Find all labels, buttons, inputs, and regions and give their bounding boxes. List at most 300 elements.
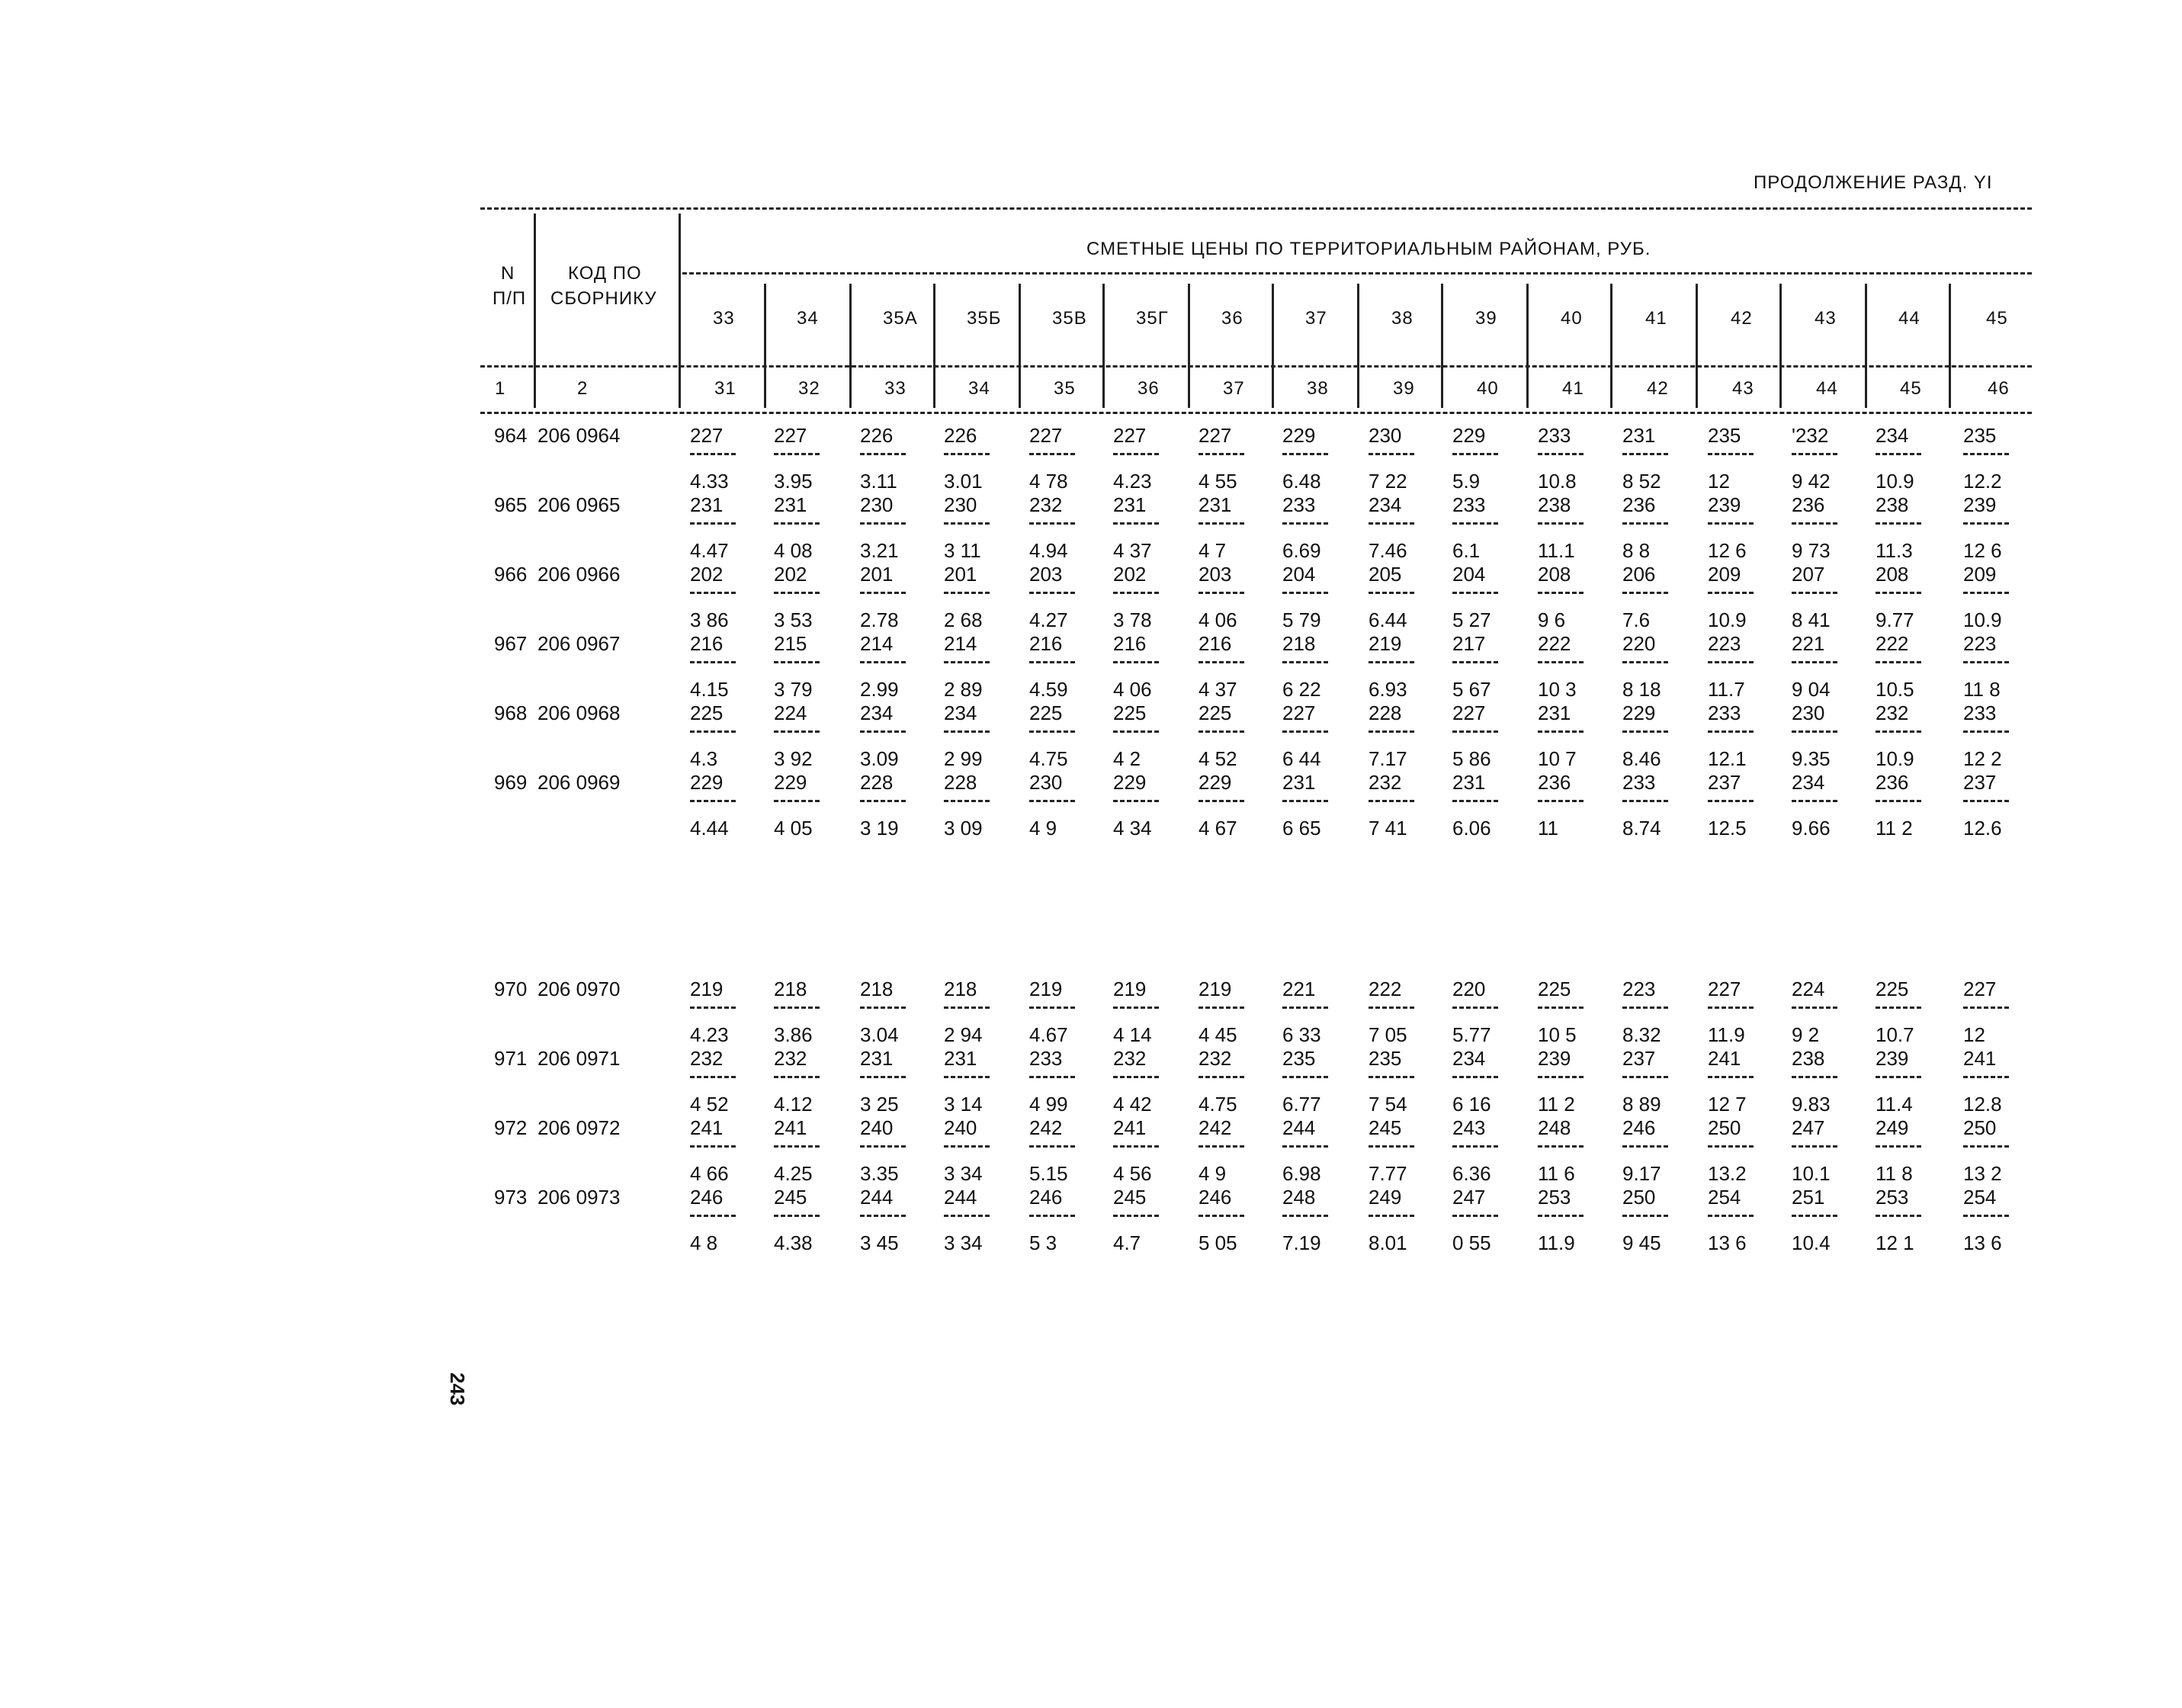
fraction-line bbox=[1113, 1006, 1159, 1009]
price-bottom: 11 2 bbox=[1876, 817, 1913, 840]
price-bottom: 10.9 bbox=[1708, 608, 1747, 631]
price-bottom: 10.8 bbox=[1538, 470, 1577, 493]
price-bottom: 4.59 bbox=[1029, 678, 1068, 701]
fraction-line bbox=[1113, 800, 1159, 802]
price-bottom: 9 73 bbox=[1792, 539, 1831, 562]
price-bottom: 11.4 bbox=[1876, 1093, 1913, 1116]
price-top: 229 bbox=[774, 771, 807, 794]
fraction-line bbox=[774, 730, 820, 733]
price-top: 239 bbox=[1708, 493, 1741, 516]
price-top: 223 bbox=[1708, 632, 1741, 655]
price-top: 230 bbox=[1029, 771, 1063, 794]
price-top: 230 bbox=[1792, 702, 1825, 724]
price-bottom: 3 11 bbox=[944, 539, 981, 562]
price-top: 229 bbox=[1282, 424, 1316, 447]
price-bottom: 10 5 bbox=[1538, 1023, 1577, 1046]
price-top: 241 bbox=[774, 1116, 807, 1139]
price-top: 232 bbox=[1029, 493, 1063, 516]
fraction-line bbox=[1708, 1076, 1754, 1078]
fraction-line bbox=[774, 1076, 820, 1078]
price-bottom: 9.77 bbox=[1876, 608, 1914, 631]
fraction-line bbox=[1029, 592, 1075, 594]
divider bbox=[1610, 284, 1612, 408]
price-bottom: 2 68 bbox=[944, 608, 983, 631]
fraction-line bbox=[1538, 1145, 1584, 1148]
fraction-line bbox=[860, 592, 906, 594]
price-bottom: 9 6 bbox=[1538, 608, 1566, 631]
price-bottom: 4 08 bbox=[774, 539, 813, 562]
divider bbox=[764, 284, 766, 408]
fraction-line bbox=[690, 522, 736, 525]
col-number: 32 bbox=[798, 378, 820, 399]
fraction-line bbox=[1029, 800, 1075, 802]
price-top: 223 bbox=[1622, 978, 1656, 1000]
price-top: 239 bbox=[1876, 1047, 1909, 1070]
price-top: 231 bbox=[860, 1047, 894, 1070]
fraction-line bbox=[1792, 592, 1837, 594]
price-top: 254 bbox=[1963, 1186, 1997, 1209]
price-bottom: 4.44 bbox=[690, 817, 729, 840]
price-top: 227 bbox=[1029, 424, 1063, 447]
price-top: 238 bbox=[1538, 493, 1571, 516]
price-top: 236 bbox=[1538, 771, 1571, 794]
price-bottom: 4 67 bbox=[1198, 817, 1237, 840]
fraction-line bbox=[860, 1215, 906, 1217]
price-top: 245 bbox=[1369, 1116, 1402, 1139]
fraction-line bbox=[1708, 453, 1754, 455]
fraction-line bbox=[1963, 592, 2009, 594]
price-top: 250 bbox=[1963, 1116, 1997, 1139]
district-header: 33 bbox=[713, 308, 735, 329]
col-number: 34 bbox=[968, 378, 990, 399]
district-header: 45 bbox=[1986, 308, 2008, 329]
price-bottom: 4 9 bbox=[1029, 817, 1057, 840]
price-bottom: 2 89 bbox=[944, 678, 983, 701]
fraction-line bbox=[944, 730, 990, 733]
col-number: 31 bbox=[714, 378, 736, 399]
price-bottom: 5.77 bbox=[1452, 1023, 1491, 1046]
col-number: 37 bbox=[1223, 378, 1245, 399]
price-top: 230 bbox=[860, 493, 894, 516]
price-bottom: 6.1 bbox=[1452, 539, 1481, 562]
price-top: 253 bbox=[1538, 1186, 1571, 1209]
price-bottom: 4.94 bbox=[1029, 539, 1068, 562]
col-number: 40 bbox=[1477, 378, 1499, 399]
fraction-line bbox=[1198, 800, 1244, 802]
price-bottom: 4.75 bbox=[1029, 747, 1068, 770]
price-bottom: 4.38 bbox=[774, 1231, 813, 1254]
divider bbox=[1865, 284, 1867, 408]
price-top: 240 bbox=[944, 1116, 977, 1139]
price-bottom: 4.67 bbox=[1029, 1023, 1068, 1046]
price-top: 208 bbox=[1538, 563, 1571, 586]
fraction-line bbox=[1963, 1076, 2009, 1078]
price-top: 227 bbox=[690, 424, 724, 447]
col-number: 35 bbox=[1054, 378, 1076, 399]
price-bottom: 3.35 bbox=[860, 1162, 899, 1185]
price-top: 253 bbox=[1876, 1186, 1909, 1209]
price-bottom: 2 94 bbox=[944, 1023, 983, 1046]
fraction-line bbox=[1452, 1076, 1498, 1078]
price-top: 237 bbox=[1963, 771, 1997, 794]
price-top: 234 bbox=[860, 702, 894, 724]
price-bottom: 0 55 bbox=[1452, 1231, 1491, 1254]
fraction-line bbox=[1198, 1006, 1244, 1009]
fraction-line bbox=[1538, 661, 1584, 663]
price-bottom: 6.06 bbox=[1452, 817, 1491, 840]
fraction-line bbox=[1876, 453, 1921, 455]
price-bottom: 4 9 bbox=[1198, 1162, 1227, 1185]
price-bottom: 4 52 bbox=[690, 1093, 729, 1116]
price-top: 226 bbox=[860, 424, 894, 447]
price-top: 225 bbox=[690, 702, 724, 724]
price-top: 218 bbox=[774, 978, 807, 1000]
price-bottom: 8 41 bbox=[1792, 608, 1831, 631]
fraction-line bbox=[1963, 1145, 2009, 1148]
district-header: 35В bbox=[1052, 308, 1087, 329]
price-top: 250 bbox=[1622, 1186, 1656, 1209]
price-bottom: 5 67 bbox=[1452, 678, 1491, 701]
price-top: 225 bbox=[1876, 978, 1909, 1000]
fraction-line bbox=[1708, 592, 1754, 594]
price-bottom: 3.21 bbox=[860, 539, 899, 562]
price-bottom: 9 2 bbox=[1792, 1023, 1820, 1046]
divider bbox=[933, 284, 935, 408]
fraction-line bbox=[774, 1006, 820, 1009]
price-top: 232 bbox=[1369, 771, 1402, 794]
divider bbox=[1019, 284, 1021, 408]
fraction-line bbox=[1369, 1145, 1414, 1148]
price-bottom: 11.1 bbox=[1538, 539, 1575, 562]
fraction-line bbox=[1622, 522, 1668, 525]
price-bottom: 3 09 bbox=[944, 817, 983, 840]
price-bottom: 7 05 bbox=[1369, 1023, 1407, 1046]
price-top: 224 bbox=[774, 702, 807, 724]
price-top: 241 bbox=[690, 1116, 724, 1139]
price-top: 219 bbox=[690, 978, 724, 1000]
fraction-line bbox=[1452, 1215, 1498, 1217]
price-bottom: 3.09 bbox=[860, 747, 899, 770]
price-top: 202 bbox=[1113, 563, 1147, 586]
price-bottom: 4.12 bbox=[774, 1093, 813, 1116]
col-number: 36 bbox=[1138, 378, 1160, 399]
price-top: 248 bbox=[1538, 1116, 1571, 1139]
price-top: 248 bbox=[1282, 1186, 1316, 1209]
price-bottom: 2.78 bbox=[860, 608, 899, 631]
price-top: 216 bbox=[1113, 632, 1147, 655]
price-bottom: 10.9 bbox=[1963, 608, 2002, 631]
price-top: 203 bbox=[1029, 563, 1063, 586]
price-top: 247 bbox=[1792, 1116, 1825, 1139]
price-bottom: 6.44 bbox=[1369, 608, 1407, 631]
fraction-line bbox=[1538, 522, 1584, 525]
fraction-line bbox=[1369, 1076, 1414, 1078]
col-number: 38 bbox=[1307, 378, 1329, 399]
row-number: 968 bbox=[494, 702, 528, 724]
price-top: 241 bbox=[1708, 1047, 1741, 1070]
district-header: 43 bbox=[1815, 308, 1837, 329]
price-top: 231 bbox=[1452, 771, 1486, 794]
fraction-line bbox=[1282, 453, 1328, 455]
price-top: 203 bbox=[1198, 563, 1232, 586]
fraction-line bbox=[944, 661, 990, 663]
price-top: 244 bbox=[944, 1186, 977, 1209]
price-bottom: 3 14 bbox=[944, 1093, 983, 1116]
fraction-line bbox=[1282, 1145, 1328, 1148]
fraction-line bbox=[1708, 730, 1754, 733]
price-top: 226 bbox=[944, 424, 977, 447]
price-bottom: 4 52 bbox=[1198, 747, 1237, 770]
price-top: 227 bbox=[1198, 424, 1232, 447]
price-bottom: 6 33 bbox=[1282, 1023, 1321, 1046]
price-top: 238 bbox=[1876, 493, 1909, 516]
fraction-line bbox=[690, 730, 736, 733]
district-header: 40 bbox=[1561, 308, 1583, 329]
price-bottom: 8 18 bbox=[1622, 678, 1661, 701]
price-bottom: 4 06 bbox=[1198, 608, 1237, 631]
fraction-line bbox=[1369, 1215, 1414, 1217]
header-collection: СБОРНИКУ bbox=[550, 288, 657, 309]
fraction-line bbox=[1282, 1076, 1328, 1078]
fraction-line bbox=[1622, 661, 1668, 663]
fraction-line bbox=[1369, 730, 1414, 733]
fraction-line bbox=[1708, 1215, 1754, 1217]
price-bottom: 5.9 bbox=[1452, 470, 1481, 493]
price-top: 235 bbox=[1708, 424, 1741, 447]
district-header: 44 bbox=[1898, 308, 1920, 329]
fraction-line bbox=[1792, 1145, 1837, 1148]
price-bottom: 6.98 bbox=[1282, 1162, 1321, 1185]
price-bottom: 11 2 bbox=[1538, 1093, 1575, 1116]
price-bottom: 10 3 bbox=[1538, 678, 1577, 701]
fraction-line bbox=[1113, 1145, 1159, 1148]
price-bottom: 9.83 bbox=[1792, 1093, 1831, 1116]
price-bottom: 9.35 bbox=[1792, 747, 1831, 770]
price-bottom: 9.66 bbox=[1792, 817, 1831, 840]
row-number: 965 bbox=[494, 493, 528, 516]
price-bottom: 4.15 bbox=[690, 678, 729, 701]
price-top: 231 bbox=[1113, 493, 1147, 516]
price-bottom: 8.46 bbox=[1622, 747, 1661, 770]
price-top: 215 bbox=[774, 632, 807, 655]
row-code: 206 0968 bbox=[537, 702, 621, 724]
divider bbox=[534, 214, 536, 408]
price-top: 227 bbox=[1708, 978, 1741, 1000]
price-top: 201 bbox=[944, 563, 977, 586]
price-bottom: 7.77 bbox=[1369, 1162, 1407, 1185]
row-code: 206 0964 bbox=[537, 424, 621, 447]
fraction-line bbox=[1282, 730, 1328, 733]
price-bottom: 9 04 bbox=[1792, 678, 1831, 701]
price-top: 225 bbox=[1029, 702, 1063, 724]
fraction-line bbox=[1708, 1006, 1754, 1009]
price-top: 229 bbox=[1113, 771, 1147, 794]
price-bottom: 7 41 bbox=[1369, 817, 1407, 840]
price-top: 227 bbox=[1282, 702, 1316, 724]
price-top: 219 bbox=[1369, 632, 1402, 655]
fraction-line bbox=[1963, 1215, 2009, 1217]
price-bottom: 4.3 bbox=[690, 747, 718, 770]
price-top: 220 bbox=[1452, 978, 1486, 1000]
fraction-line bbox=[1792, 453, 1837, 455]
rule-top bbox=[480, 207, 2032, 210]
price-top: 214 bbox=[860, 632, 894, 655]
price-bottom: 3.01 bbox=[944, 470, 983, 493]
fraction-line bbox=[1622, 800, 1668, 802]
price-bottom: 4 14 bbox=[1113, 1023, 1152, 1046]
price-top: 218 bbox=[1282, 632, 1316, 655]
price-bottom: 8.01 bbox=[1369, 1231, 1407, 1254]
row-number: 966 bbox=[494, 563, 528, 586]
price-bottom: 5.15 bbox=[1029, 1162, 1068, 1185]
price-top: 227 bbox=[774, 424, 807, 447]
price-bottom: 10.5 bbox=[1876, 678, 1914, 701]
price-bottom: 3 86 bbox=[690, 608, 729, 631]
fraction-line bbox=[1369, 453, 1414, 455]
price-bottom: 3 53 bbox=[774, 608, 813, 631]
price-bottom: 4 37 bbox=[1198, 678, 1237, 701]
fraction-line bbox=[690, 592, 736, 594]
price-bottom: 10.9 bbox=[1876, 747, 1914, 770]
price-top: 254 bbox=[1708, 1186, 1741, 1209]
fraction-line bbox=[1538, 453, 1584, 455]
price-bottom: 7.19 bbox=[1282, 1231, 1321, 1254]
district-header: 36 bbox=[1221, 308, 1243, 329]
fraction-line bbox=[1963, 661, 2009, 663]
price-top: 225 bbox=[1113, 702, 1147, 724]
fraction-line bbox=[1282, 800, 1328, 802]
fraction-line bbox=[1113, 661, 1159, 663]
price-top: 230 bbox=[944, 493, 977, 516]
price-top: 232 bbox=[774, 1047, 807, 1070]
price-top: 245 bbox=[774, 1186, 807, 1209]
fraction-line bbox=[1282, 1006, 1328, 1009]
fraction-line bbox=[1538, 730, 1584, 733]
price-bottom: 11 8 bbox=[1876, 1162, 1913, 1185]
fraction-line bbox=[1708, 1145, 1754, 1148]
price-bottom: 9.17 bbox=[1622, 1162, 1661, 1185]
fraction-line bbox=[1198, 592, 1244, 594]
price-bottom: 3.95 bbox=[774, 470, 813, 493]
price-top: 233 bbox=[1622, 771, 1656, 794]
price-bottom: 12 7 bbox=[1708, 1093, 1747, 1116]
price-top: '232 bbox=[1792, 424, 1829, 447]
price-top: 202 bbox=[774, 563, 807, 586]
district-header: 41 bbox=[1645, 308, 1667, 329]
row-code: 206 0970 bbox=[537, 978, 621, 1000]
fraction-line bbox=[1792, 1076, 1837, 1078]
price-top: 233 bbox=[1538, 424, 1571, 447]
fraction-line bbox=[1792, 800, 1837, 802]
price-top: 246 bbox=[1029, 1186, 1063, 1209]
price-bottom: 12 6 bbox=[1963, 539, 2002, 562]
price-bottom: 4 55 bbox=[1198, 470, 1237, 493]
price-bottom: 4 42 bbox=[1113, 1093, 1152, 1116]
price-top: 216 bbox=[690, 632, 724, 655]
fraction-line bbox=[944, 800, 990, 802]
price-bottom: 12 bbox=[1963, 1023, 1985, 1046]
price-top: 231 bbox=[774, 493, 807, 516]
fraction-line bbox=[1876, 1145, 1921, 1148]
fraction-line bbox=[860, 1006, 906, 1009]
price-bottom: 13.2 bbox=[1708, 1162, 1747, 1185]
fraction-line bbox=[1538, 1076, 1584, 1078]
fraction-line bbox=[1622, 730, 1668, 733]
price-bottom: 5 27 bbox=[1452, 608, 1491, 631]
price-bottom: 4.25 bbox=[774, 1162, 813, 1185]
price-top: 231 bbox=[1198, 493, 1232, 516]
fraction-line bbox=[774, 1215, 820, 1217]
fraction-line bbox=[1029, 522, 1075, 525]
page-number: 243 bbox=[446, 1372, 469, 1406]
price-bottom: 4.27 bbox=[1029, 608, 1068, 631]
price-top: 243 bbox=[1452, 1116, 1486, 1139]
price-bottom: 12 2 bbox=[1963, 747, 2002, 770]
col-number: 43 bbox=[1732, 378, 1754, 399]
row-code: 206 0966 bbox=[537, 563, 621, 586]
fraction-line bbox=[1876, 1006, 1921, 1009]
price-top: 220 bbox=[1622, 632, 1656, 655]
fraction-line bbox=[690, 1006, 736, 1009]
price-top: 241 bbox=[1113, 1116, 1147, 1139]
price-bottom: 11.9 bbox=[1708, 1023, 1745, 1046]
price-bottom: 4.75 bbox=[1198, 1093, 1237, 1116]
price-top: 219 bbox=[1029, 978, 1063, 1000]
price-top: 249 bbox=[1876, 1116, 1909, 1139]
row-number: 969 bbox=[494, 771, 528, 794]
fraction-line bbox=[1452, 592, 1498, 594]
fraction-line bbox=[1452, 1006, 1498, 1009]
price-top: 228 bbox=[1369, 702, 1402, 724]
price-bottom: 3 78 bbox=[1113, 608, 1152, 631]
price-bottom: 8.32 bbox=[1622, 1023, 1661, 1046]
price-bottom: 4.47 bbox=[690, 539, 729, 562]
price-bottom: 3.04 bbox=[860, 1023, 899, 1046]
fraction-line bbox=[860, 1076, 906, 1078]
price-bottom: 4 8 bbox=[690, 1231, 718, 1254]
fraction-line bbox=[1029, 661, 1075, 663]
divider bbox=[1357, 284, 1359, 408]
fraction-line bbox=[860, 522, 906, 525]
fraction-line bbox=[1198, 1215, 1244, 1217]
price-bottom: 11.3 bbox=[1876, 539, 1913, 562]
price-bottom: 5 05 bbox=[1198, 1231, 1237, 1254]
price-top: 219 bbox=[1113, 978, 1147, 1000]
price-top: 246 bbox=[1198, 1186, 1232, 1209]
price-top: 225 bbox=[1198, 702, 1232, 724]
price-top: 235 bbox=[1369, 1047, 1402, 1070]
fraction-line bbox=[1113, 453, 1159, 455]
fraction-line bbox=[1963, 522, 2009, 525]
price-top: 231 bbox=[944, 1047, 977, 1070]
price-top: 232 bbox=[1198, 1047, 1232, 1070]
fraction-line bbox=[1792, 730, 1837, 733]
fraction-line bbox=[1538, 592, 1584, 594]
fraction-line bbox=[1369, 800, 1414, 802]
col-number: 42 bbox=[1647, 378, 1669, 399]
price-bottom: 4 06 bbox=[1113, 678, 1152, 701]
price-bottom: 4.23 bbox=[1113, 470, 1152, 493]
row-number: 972 bbox=[494, 1116, 528, 1139]
price-bottom: 2.99 bbox=[860, 678, 899, 701]
fraction-line bbox=[1282, 1215, 1328, 1217]
price-top: 209 bbox=[1708, 563, 1741, 586]
fraction-line bbox=[1876, 661, 1921, 663]
fraction-line bbox=[860, 453, 906, 455]
fraction-line bbox=[690, 1076, 736, 1078]
price-bottom: 11 bbox=[1538, 817, 1558, 840]
price-bottom: 8 52 bbox=[1622, 470, 1661, 493]
